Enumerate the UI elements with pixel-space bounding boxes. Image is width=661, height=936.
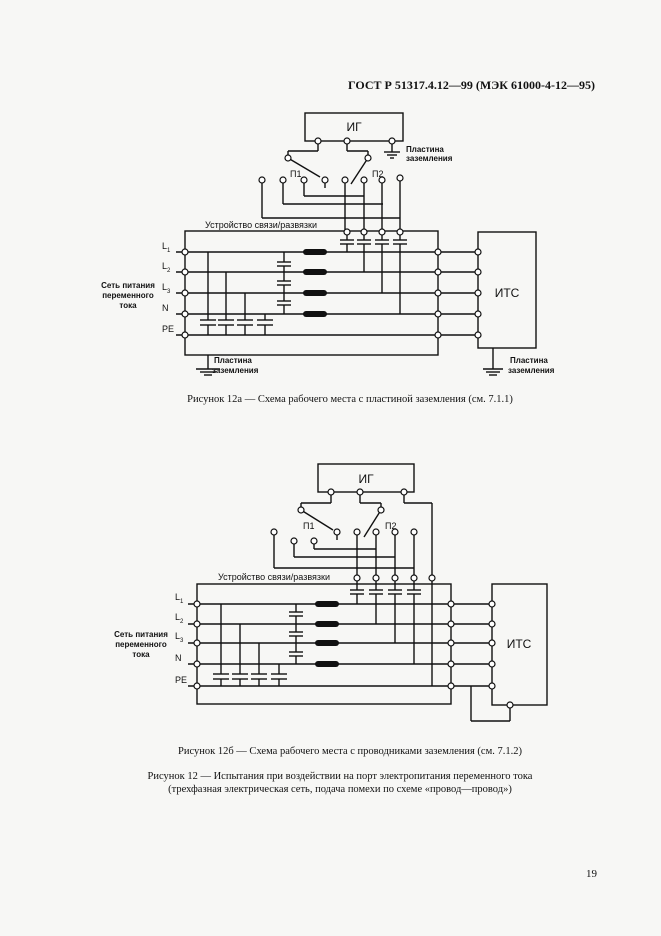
figure-12-caption-line1: Рисунок 12 — Испытания при воздействии на порт электропитания переменного тока [147, 771, 533, 782]
line-n-label: N [162, 303, 169, 313]
line-pe-label-b: PE [175, 675, 188, 685]
figure-12b-diagram [0, 455, 661, 735]
line-l3-label-b: $L_3$ [175, 631, 184, 644]
figure-12a-diagram [0, 100, 661, 480]
figure-12b-caption: Рисунок 12б — Схема рабочего места с проводниками заземления (см. 7.1.2) [178, 746, 522, 757]
switch2-label-b: П2 [385, 521, 397, 531]
switch2-label: П2 [372, 169, 384, 179]
line-l3-label: $L_3$ [162, 282, 171, 295]
eut-label-b: ИТС [506, 637, 532, 651]
generator-label: ИГ [346, 120, 362, 134]
mains-label-2: переменного [102, 291, 154, 300]
plate-label-br-2: заземления [508, 366, 555, 375]
figure-12a-caption: Рисунок 12а — Схема рабочего места с пластиной заземления (см. 7.1.1) [187, 394, 513, 405]
coupling-label: Устройство связи/развязки [205, 220, 317, 230]
switch1-label-b: П1 [303, 521, 315, 531]
figure-12-caption-line2: (трехфазная электрическая сеть, подача помехи по схеме «провод—провод») [168, 784, 512, 795]
line-n-label-b: N [175, 653, 182, 663]
document-header: ГОСТ Р 51317.4.12—99 (МЭК 61000-4-12—95) [348, 78, 595, 92]
mains-label-b-1: Сеть питания [114, 630, 168, 639]
page-number: 19 [586, 868, 597, 880]
line-l1-label: $L_1$ [162, 241, 171, 254]
plate-label-top-2: заземления [406, 154, 453, 163]
coupling-label-b: Устройство связи/развязки [218, 572, 330, 582]
switch1-label: П1 [290, 169, 302, 179]
plate-label-bl-2: заземления [212, 366, 259, 375]
plate-label-bl-1: Пластина [214, 356, 252, 365]
plate-label-top-1: Пластина [406, 145, 444, 154]
mains-label-3: тока [119, 301, 137, 310]
line-l2-label: $L_2$ [162, 261, 171, 274]
generator-label-b: ИГ [358, 472, 374, 486]
eut-label: ИТС [494, 286, 520, 300]
plate-label-br-1: Пластина [510, 356, 548, 365]
line-l2-label-b: $L_2$ [175, 612, 184, 625]
mains-label-1: Сеть питания [101, 281, 155, 290]
line-l1-label-b: $L_1$ [175, 592, 184, 605]
mains-label-b-3: тока [132, 650, 150, 659]
line-pe-label: PE [162, 324, 175, 334]
mains-label-b-2: переменного [115, 640, 167, 649]
